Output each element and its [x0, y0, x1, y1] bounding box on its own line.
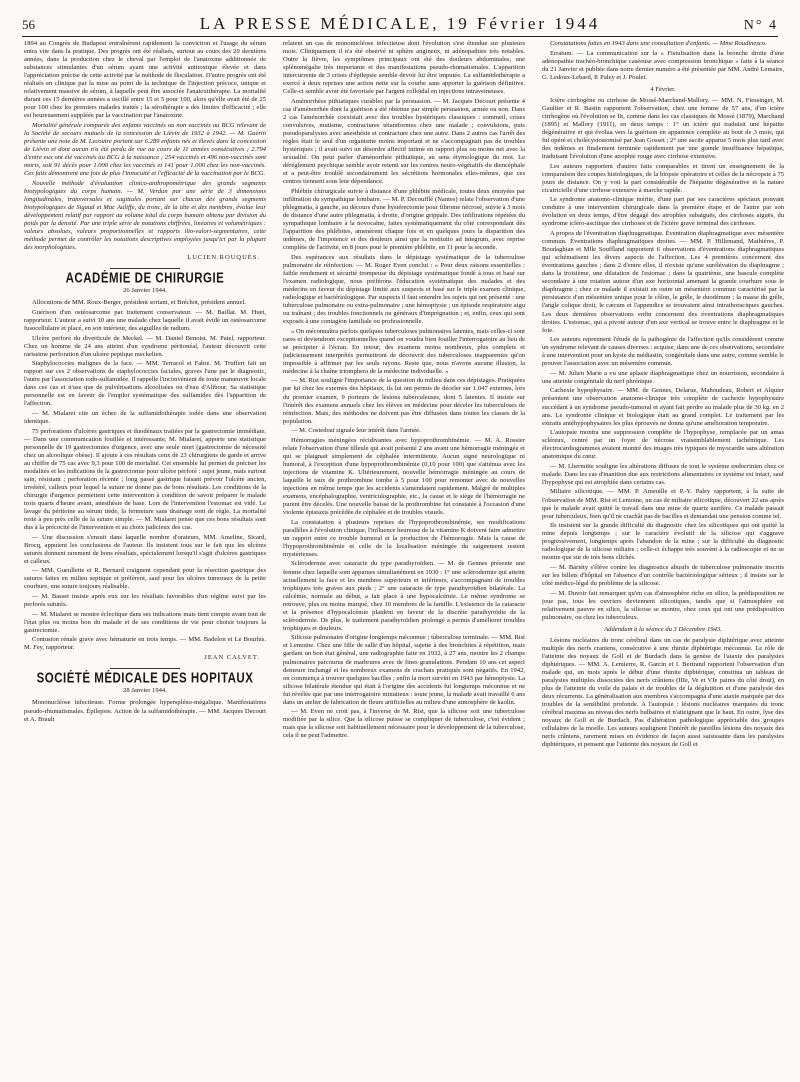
paragraph: Des espérances aux résultats dans le dépistage systématique de la tuberculose pulmonaire de réinfection. — M. Roger Even conclut : « Pour deux raisons essentielles : faible rendement et sécurité trompeuse du dépistage systématique fondé à tous et basé sur l'examen radiologique, nous préférons l'éducation systématique des malades et des médecins en faveur du dépistage limité aux suspects et basé sur le triple examen clinique, radiologique et bactériologique. Par suspects il faut entendre les sujets qui ont présenté : une tuberculose pulmonaire ou extra-pulmonaire ; une hémoptysie ; un épisode respiratoire aigu ou traînant ; des troubles fonctionnels ou généraux d'imprégnation ; et, enfin, ceux qui sont exposés à une contagion familiale ou professionnelle.: [283, 253, 525, 326]
journal-title: LA PRESSE MÉDICALE, 19 Février 1944: [199, 14, 601, 33]
paragraph: Nouvelle méthode d'évaluation clinico-anthropométrique des grands segments biotypologiques du corps humain. — M. Verdun par une série de 3 dimensions longitudinales, transversales et sagittales portant sur chacun des grands segments biotypologiques de Sigaud et Mac Auliffe, du tronc, de la tête et des membres, évalue leur développement relatif par rapport au volume total du corps humain obtenu par division du poids par la densité. Par une triple série de notations chiffrées, linéaires et volumétriques : valeurs absolues, valeurs proportionnelles et rapports ilio-valori-segmentaires, cette méthode permet de contrôler les notations descriptives employées jusqu'ici par la plupart des morphologistes.: [24, 179, 266, 252]
paragraph: Lésions nucléaires du tronc cérébral dans un cas de paralysie diphtérique avec atteinte multiple des nerfs craniens, consécutive à une rhinite diphtérique méconnue. Le rôle de l'atteinte des noyaux de Goll et de Burdach dans la genèse de l'ataxie des paralysies diphtériques. — MM. A. Lemierre, R. Garcin et I. Bertrand rapportent l'observation d'un malade qui, un mois après le début d'une rhinite diphtérique, constitua un tableau de paralysies multiples dissociées des nerfs crâniens (IIIe, Ve et VIe paires du côté droit), en plus de l'atteinte du voile du palais et de troubles de la déglutition et d'une paralysie des deux récurrents. La généralisation aux membres s'accompagna d'une ataxie marquée par des troubles de la sensibilité profonde. A l'autopsie : lésions nucléaires marquées du tronc cérébral maxima au niveau des nerfs bulbaires et n'atteignant que le haut. En outre, lyse des noyaux de Goll et de Burdach. Pas d'altération pathologique appréciable des groupes cellulaires de la moelle. Les auteurs soulignent l'intérêt de pareilles lésions des noyaux des nerfs crâniens, rarement mises en évidence de façon aussi saisissante dans les paralysies diphtériques, et pensent que l'atteinte des noyaux de Goll et: [542, 636, 784, 749]
paragraph: Ictère cirrhogène ou cirrhose de Mossé-Marchand-Mallory. — MM. N. Fiessinger, M. Gaultier et R. Bastin rapportent l'observation, chez une femme de 57 ans, d'un ictère cirrhogène où l'évolution se fit, comme dans les cas classiques de Mossé (1879), Marchand (1895) et Mallory (1911), en deux temps : 1° un ictère qui traduisit une hépatite dégénérative et qui évolua vers la guérison en apparence complète au bout de 3 mois, qui fut opéré et cholécystostomisé par Jean Gosset ; 2° une ascite apparue 5 mois plus tard avec des œdèmes et finalement terminée rapidement par une grande insuffisance hépatique, traduisant l'évolution d'une atrophie rouge avec cirrhose extensive.: [542, 96, 784, 161]
session-date: 28 Janvier 1944.: [123, 687, 167, 695]
paragraph: Guérison d'un ostéosarcome par traitement conservateur. — M. Baillat. M. Huet, rapporteur. L'auteur a suivi 10 ans une malade chez laquelle il avait évidé un ostéosarcome fusocellulaire et placé, en son intérieur, des aiguilles de radium.: [24, 308, 266, 332]
paragraph: — M. Even ne croit pas, à l'inverse de M. Rist, que la silicose soit une tuberculose modifiée par la silice. Que la silicose puisse se compliquer de tuberculose, c'est évident ; mais que la silicose soit habituellement nécessaire pour le développement de la tuberculose, cela il ne peut l'admettre.: [283, 708, 525, 740]
session-date: 4 Février.: [650, 85, 676, 93]
column-3: [542, 40, 784, 1070]
author-signature: JEAN CALVET.: [204, 654, 260, 662]
paragraph: — M. Basset insiste après eux sur les résultats favorables d'un régime suivi par les perforés suturés.: [24, 593, 266, 609]
paragraph: Cachexie hypophysaire. — MM. de Gennes, Delarue, Mahoudeau, Robert et Alquier présentent une observation anatomo-clinique très complète de cachexie hypophysaire succédant à un syndrome pseudo-tumoral et ayant fait perdre au malade plus de 30 kg. en 2 ans. Le syndrome clinique et biologique était au grand complet. Le traitement par les extraits antéhypophysaires les plus éprouvés ne donna qu'une amélioration temporaire.: [542, 387, 784, 427]
page-header: [22, 14, 778, 37]
paragraph: Les auteurs reprennent l'étude de la pathogénie de l'affection qu'ils considèrent comme un syndrome relevant de causes diverses : acquise, dans une de ces observations, secondaire à une intervention pour un kyste du médiastin, congénitale dans une autre, comme semble le prouver l'association avec un mésentère commun.: [542, 336, 784, 368]
paragraph: — M. Julien Marie a vu une aplasie diaphragmatique chez un nourrisson, secondaire à une atteinte congénitale du nerf phrénique.: [542, 369, 784, 385]
paragraph: Ils insistent sur la grande difficulté du diagnostic chez les silicotiques qui ont quitté la mine depuis longtemps ; sur le caractère évolutif de la silicose qui s'aggrave progressivement, longtemps après l'abandon de la mine ; sur la difficulté du diagnostic radiologique de la silicose miliaire ; celle-ci échappe très souvent à la radioscopie et ne se montre que sur de très bons clichés.: [542, 522, 784, 562]
paragraph: Sclérodermie avec cataracte du type parathyroïdien. — M. de Gennes présente une femme chez laquelle sont apparues simultanément en 1930 : 1° une sclérodermie qui atteint actuellement la face et les membres supérieurs et inférieurs, s'accompagnant de troubles trophiques très graves aux pieds ; 2° une cataracte de type parathyroïdien bilatérale. La calcémie, normale au début, a fait place à une hypocalcémie. Le même syndrome se retrouve, plus ou moins marqué, chez 10 membres de la famille. L'existence de la cataracte et la présence d'hypocalcémie plaident en faveur de la discrète parathyroïdie de la sclérodermie. De plus, le traitement parathyroïdien prolongé a permis d'améliorer troubles trophiques et douleurs.: [283, 560, 525, 632]
page-number: 56: [22, 17, 35, 32]
paragraph: — M. Duvoir fait remarquer qu'en cas d'atmosphère riche en silice, la prédisposition ne joue pas, tous les ouvriers deviennent silicotiques, tandis que si l'atmosphère est relativement pauvre en silice, la silicose se montre, chez ceux qui ont une prédisposition pulmonaire, ou chez les tuberculeux.: [542, 589, 784, 621]
paragraph: La constatation à plusieurs reprises de l'hypoprothrombinémie, ses modifications parallèles à l'évolution clinique, l'influence heureuse de la vitamine K doivent faire admettre un rapport entre ce trouble humoral et la production de l'hémorragie. Mais la cause de l'hypoprothrombinémie et celle de la localisation méningée du saignement restent mystérieuses.: [283, 518, 525, 558]
addendum-heading: Addendum à la séance du 3 Décembre 1943.: [604, 625, 722, 633]
paragraph: Miliaire silicotique. — MM. P. Ameuille et P.-Y. Paley rapportent, à la suite de l'observation de MM. Rist et Lemoine, un cas de miliaire silicotique, découvert 22 ans après que le malade avait quitté le travail dans une mine de quartz aurifère. Ce malade passait pour tuberculeux, bien qu'il ne crachât pas de bacilles et demandait une pension comme tel.: [542, 488, 784, 520]
session-date: 26 Janvier 1944.: [123, 287, 167, 295]
paragraph: Aménorrhées pithiatiques curables par la persuasion. — M. Jacques Decourt présente 4 cas d'aménorrhée dont la guérison a été obtenue par simple persuasion, armée ou non. Dans 2 cas l'aménorrhée coexistait avec des troubles hystériques classiques : sommeil, crises convulsives, mutisme, contractures tétaniformes chez une malade ; convulsions, puis pseudoparalysies avec anesthésie et contracture chez une autre. Dans 2 autres cas l'arrêt des règles était le seul d'un organisme moins important et ne s'accompagnait pas de troubles hystériques ; il avait suivi un désordre affectif intime en rapport plus ou moins net avec la sexualité. On peut parler d'aménorrhée pithiatique, au sens étymologique du mot. Le déréglement psychique semble avoir retenti sur les centres neuro-végétatifs du diencéphale et a peut-être troublé secondairement les sécrétions hormonales elles-mêmes, que ces centres tiennent sous leur dépendance.: [283, 97, 525, 186]
paragraph: A propos de l'éventration diaphragmatique. Éventration diaphragmatique avec mésentère commun. Éventrations diaphragmatiques droites. — MM. P. Hillemand, Mathières, P. Boudaghian et Mlle Souffland rapportent 6 observations d'éventrations diaphragmatiques qui schématisent les divers aspects de l'affection. Les 4 premières concernent des éventrations gauches ; dans 2 d'entre elles, il n'existe qu'une surélévation du diaphragme ; dans la troisième, une dilatation de l'estomac ; dans la quatrième, une bascule complète secondaire à une rotation autour d'un axe horizontal amenant la grande courbure sous le diaphragme ; chez ce malade il existait en outre un mésentère commun caractérisé par la persistance d'un mésentère unique pour le côlon, le grêle, le duodénum ; la masse du grêle, l'angle colique droit, le cæcum et l'appendice se trouvaient ainsi intrathoraciques gauches. Les deux dernières observations enfin concernent des éventrations diaphragmatiques droites. L'estomac, qui a pivoté autour d'un axe vertical se trouve entre le diaphragme et le foie.: [542, 230, 784, 334]
paragraph: Le syndrome anatomo-clinique mérite, d'une part par ses caractères spéciaux pouvant conduire à une intervention chirurgicale dans la première étape et de l'autre par son évolution en deux temps, d'être dégagé des atrophies subaiguës, des cirrhoses aiguës, du syndrome icléro-ascitique des cirrhoses et de l'ictère grave terminal des cirrhoses.: [542, 196, 784, 228]
section-title: ACADÉMIE DE CHIRURGIE: [65, 271, 225, 287]
column-2: [283, 40, 525, 1070]
paragraph: — M. Bariéty s'élève contre les diagnostics abusifs de tuberculose pulmonaire inscrits sur les billets d'hôpital en l'absence d'un contrôle bactériologique sérieux ; il insiste sur le côté médico-légal du problème de la silicose.: [542, 563, 784, 587]
paragraph: Allocutions de MM. Roux-Berger, président sortant, et Bréchot, président annuel.: [32, 299, 246, 307]
paragraph: Contusion rénale grave avec hématurie en trois temps. — MM. Badelon et Le Bourhis. M. Fey, rapporteur.: [24, 636, 266, 652]
paragraph: Mortalité générale comparée des enfants vaccinés ou non vaccinés au BCG relevant de la Société de secours mutuels de la concession de Liévin de 1932 à 1942. — M. Guérin présente une note de M. Lecoutre portant sur 6.289 enfants nés et élevés dans la concession de Liévin et dont aucun n'a été perdu de vue au cours de 11 années consécutives ; 2.794 d'entre eux ont été vaccinés au BCG à la naissance ; 254 vaccinés et 496 non-vaccinés sont morts, soit 91 décès pour 1.000 chez les vaccinés et 141 pour 1.000 chez les non-vaccinés. Ces faits démontrent une fois de plus l'innocuité et l'efficacité de la vaccination par le BCG.: [24, 121, 266, 178]
paragraph: Silicose pulmonaire d'origine longtemps méconnue ; tuberculose terminale. — MM. Rist et Lemoine. Chez une fille de salle d'un hôpital, sujette à des bronchites à répétition, mais gardant un bon état général, une radiographie faite en 1932, à 27 ans, montre les 2 champs pulmonaires parcourus de marbrures avec de fines granulations. Pendant 10 ans cet aspect demeure inchangé et les nombreux examens de crachats pratiqués sont négatifs. En 1942, on commença à trouver quelques bacilles ; enfin la mort survint en 1943 par hémoptysie. La silicose bilatérale étendue qui était à l'origine des accidents fut longtemps méconnue et ne fut révélée que par une interrogatoire minutieux : toute jeune, la malade avait travaillé 6 ans dans un atelier de fabrication de fleurs artificielles au milieu d'une atmosphère de kaolin.: [283, 634, 525, 706]
paragraph: 75 perforations d'ulcères gastriques et duodénaux traitées par la gastrectomie immédiate. — Dans une communication fouillée et intéressante, M. Mialaret, apporte une statistique personnelle de 19 gastrectomies d'urgence, avec une seule mort (gastrectomie de nécessité chez un alcoolique obèse). Il ajoute à ces résultats ceux de 23 chirurgiens de garde et arrive au chiffre de 75 cas avec 9,3 pour 100 de mortalité. Cet ensemble lui permet de préciser les modalités et les indications de la gastrectomie pour ulcère perforé : sujet jeune, mais surtout sain, résistant ; perforation récente ; long passé gastrique faisant prévoir l'ulcère ancien, invétéré, calleux pour lequel la suture ne donne pas de bons résultats. Les conditions de la chirurgie d'urgence permettent cette intervention à condition de savoir préparer le malade trois quarts d'heure avant, anesthésie de base. Lors de l'intervention l'estomac est vidé. Le lavage du péritoine au sérum tiède, la fermeture sans drainage sont de règle. La mortalité reste à peu près celle de la suture simple. — M. Mialaret pense que ces bons résultats sont dus à la précocité de l'intervention et au choix judicieux des cas.: [24, 427, 266, 532]
issue-number: N° 4: [743, 18, 778, 33]
column-1: [24, 40, 266, 1070]
paragraph: Les auteurs rapportent d'autres faits comparables et tirent un enseignement de la comparaison des coupes histologiques, de la biopsie opératoire et celles de la nécropsie à 75 jours de distance. On y voit la part considérable de l'hépatite dégénérative et la nature cicatricielle d'une cirrhose extensive à marche rapide.: [542, 162, 784, 194]
paragraph: relatent un cas de mononucléose infectieuse dont l'évolution s'est étendue sur plusieurs mois. Cliniquement il n'a été observé ni sphère angineux, ni adénopathies très notables. Outre la fièvre, les symptômes principaux ont été des douleurs abdominales, une splénomégalie très importante et des manifestations pseudo-rhumatismales. L'apparition intercurrente de 3 crises d'épilepsie semble devoir lui être imputée. La sulfamidothérapie a exercé à deux reprises une action nette sur la courbe sans apporter la guérison définitive. Celle-ci semble avoir été favorisée par l'argent colloïdal en injections intraveineuses.: [283, 40, 525, 96]
divider: [110, 268, 180, 269]
paragraph: Erratum. — La communication sur la « Fistulisation dans la bronche droite d'une adénopathie trachéo-bronchique caséeuse avec compression bronchique » faite à la séance du 21 Janvier et publiée dans notre dernier numéro a été présentée par MM. André Lemaire, G. Ledoux-Lebard, P. Paley et J. Poulet.: [542, 49, 784, 81]
paragraph: — MM. Gueullette et R. Bernard craignent cependant pour la résection gastrique des sutures faites en milieu septique et préfèrent, sauf pour les ulcères tumoraux de la petite courbure, une suture toujours réalisable.: [24, 567, 266, 591]
paragraph: — M. Mialaret cite un échec de la sulfamidothérapie iodée dans une observation identique.: [24, 409, 266, 426]
divider: [110, 668, 180, 669]
paragraph: 1894 au Congrès de Budapest entraînèrent rapidement la conviction et l'usage du sérum entra vite dans la pratique. Des progrès ont été réalisés, surtout au cours des 20 dernières années, dans la production chez le cheval par l'emploi de l'anatoxine additionnée de substances stimulantes d'un sérum ayant une activité antitoxique élevée et dans l'appréciation précise de cette activité par la méthode de floculation. D'autre progrès ont été réalisés en clinique par la mise au point de la technique de l'injection précoce, unique et relativement massive de sérum, à laquelle peut être associée l'anatoxithérapie. La mortalité durant ces 15 dernières années a oscillé entre 15 et 5 pour 100, alors qu'elle avait été de 25 pour 100 chez les premiers malades traités ; la sérothérapie a des limites d'efficacité ; elle est heureusement suppléée par la vaccination par l'anatoxine.: [24, 40, 266, 120]
paragraph: Constatations faites en 1943 dans une consultation d'enfants. — Mme Roudinesco.: [550, 40, 767, 47]
author-signature: LUCIEN ROUQUÈS.: [187, 254, 260, 262]
paragraph: Phlébite chirurgicale suivie à distance d'une phlébite médicale, toutes deux enrayées par infiltration du sympathique lombaire. — M. P. Decoufflé (Nantes) relate l'observation d'une phlegmatia, à gauche, au décours d'une hystérectomie pour fibrome nécrosé, suivie à 3 mois de distance d'une autre phlegmatia, à droite, d'origine grippale. Des infiltrations répétées du sympathique lombaire à la novocaïne, faites systématiquement du côté correspondant dès l'apparition des phlébites, amenèrent chaque fois et en quelques jours la disparition des œdèmes, de l'impotence et des douleurs ainsi que la restitutio ad integrum, avec reprise complète de l'activité, en 8 jours pour le première phlébite, en 11 pour la seconde.: [283, 187, 525, 252]
paragraph: Mononucléose infectieuse. Forme prolongée hyperspléno-mégalique. Manifestations pseudo-rhumatismales. Épilepsie. Action de la sulfamidothérapie. — MM. Jacques Decourt et A. Brault: [24, 699, 266, 723]
paragraph: Hémorragies méningées récidivantes avec hypoprothrombinémie. — M. A. Rossier relate l'observation d'une tilleule qui avait présenté 2 ans avant une hémorragie méningée et qui se plaignait simplement de céphalée intermittente. Aucun signe neurologique ni humoral, à l'exception d'une hypoprothrombinémie (0,10 pour 100) que s'atténua avec les injections de vitamine K. Ultérieurement, nouvelle hémorragie méningée au cours de laquelle le taux de prothrombine tombe à 5 pour 100 pour remonter avec de nouvelles injections en même temps que les accidents s'amendaient rapidement. Malgré de multiples examens, encéphalographie, ventriculographie, etc., la cause et le siège de l'hémorragie ne purent être décelés. Une nouvelle baisse de la prothrombine fut constatée à l'occasion d'une violente épistaxis précédée de céphalée et de troubles visuels.: [283, 436, 525, 517]
paragraph: — M. Costedoat signale leur intérêt dans l'armée.: [291, 427, 421, 435]
paragraph: L'autopsie montra une suppression complète de l'hypophyse, remplacée par un amas scléreux, centré par un foyer de nécrose vraisemblablement ischémique. Les électrocardiogrammes avaient montré des images très typiques de myocardie sans altération anatomique du cœur.: [542, 429, 784, 461]
paragraph: — Une discussion s'ensuit dans laquelle nombre d'orateurs, MM. Ameline, Sicard, Brocq, appuient les conclusions de l'auteur. Ils insistent tous sur le fait que les ulcères suturés donnent rarement de bons résultats, spécialement lorsqu'il s'agit d'ulcères gastriques et calleux.: [24, 533, 266, 565]
paragraph: Ulcère perforé du diverticule de Meckel. — M. Daniel Benoist. M. Patel, rapporteur. Chez un homme de 24 ans atteint d'un syndrome péritonéal, l'auteur découvrit cette rarissime perforation d'un ulcère peptique meckelien.: [24, 334, 266, 358]
paragraph: « On méconnaîtra parfois quelques tuberculoses pulmonaires latentes, mais celles-ci sont rares et deviendront exceptionnelles quand on voudra bien fouiller l'interrogatoire au lieu de se précipiter à l'écran. En retour, des examens moins nombreux, plus complets et judicieusement interprétés permettront de découvrir des tuberculoses inapparentes qu'on impossible à affirmer par les seuls rayons. Reste que, nous n'avons aucune illusion, la médecine à la chaîne triomphera de la médecine individuelle. »: [283, 327, 525, 375]
section-title: SOCIÉTÉ MÉDICALE DES HOPITAUX: [36, 671, 254, 687]
paragraph: — M. Mialaret se montre éclectique dans ses indications mais tient compte avant tout de l'état plus ou moins bon du malade et de ses conditions de vie pour choisir toujours la gastrectomie.: [24, 610, 266, 634]
paragraph: — M. Lhermitte souligne les altérations diffuses de tout le système endocrinien chez ce malade. Dans les cas d'inanition due aux restrictions alimentaires ce système est intact, sauf l'hypophyse qui est atrophiée dans certains cas.: [542, 462, 784, 486]
paragraph: — M. Rist souligne l'importance de la question du milieu dans ces dépistages. Pratiquées par lui chez les externes des hôpitaux, ils lui ont permis de déceler sur 1.047 externes, lors du premier examen, 9 porteurs de lésions tuberculeuses, dont 5 latentes. Il insiste sur l'intérêt des examens annuels chez les élèves en médecine pour déceler les tuberculoses de réinfection. Mais, des méthodes ne doivent pas être diffusées dans toutes les classes de la population.: [283, 377, 525, 425]
paragraph: Staphylococcies malignes de la face. — MM. Terracol et Fabre. M. Truffert fait un rapport sur ces 2 observations de staphylococcies faciales, graves l'une par le diagnostic, l'autre par l'association iodo-sulfamidée. Il rappelle l'inconvénient de toute manœuvre locale dans ces cas et n'use que de pulvérisations alcoolisées ou d'eau d'Alibour. Sa statistique personnelle est en faveur de l'emploi systématique des sulfamides dès l'apparition de l'affection.: [24, 360, 266, 408]
